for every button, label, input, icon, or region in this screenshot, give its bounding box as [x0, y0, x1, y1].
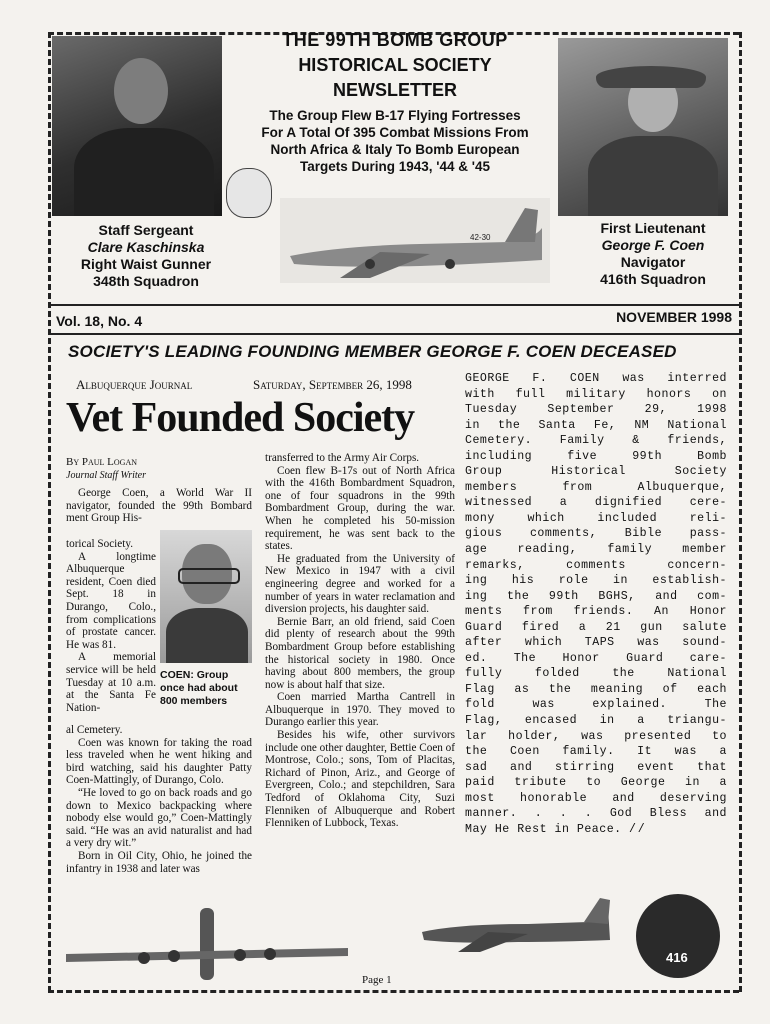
- article-paragraph: transferred to the Army Air Corps.: [265, 452, 420, 464]
- typed-line: ing the 99th BGHS, and com-: [465, 589, 727, 603]
- typed-line: paid tribute to George in a: [465, 776, 727, 790]
- portrait-head: [114, 58, 168, 124]
- fuselage: [200, 908, 214, 980]
- article-paragraph: George Coen, a World War II navigator, founded the 99th Bombard ment Group His-: [66, 487, 252, 525]
- typed-line: Flag as the meaning of each: [465, 682, 727, 696]
- article-col1-top: [66, 487, 252, 525]
- typed-line: Group Historical Society: [465, 465, 727, 479]
- article-paragraph: Coen flew B-17s out of North Africa with the 416th Bombardment Squadron, one of four squadrons in the 99th Bombardment Group, during the war. When he completed his 50-mission requirement, he was sent back to the states.: [265, 464, 455, 553]
- tagline-line: Targets During 1943, '44 & '45: [300, 159, 490, 174]
- article-paragraph: torical Society.: [66, 538, 133, 550]
- header-rule: [48, 304, 739, 306]
- tagline-line: North Africa & Italy To Bomb European: [270, 142, 520, 157]
- tail-fin: [584, 898, 610, 924]
- clipping-byline: By Paul Logan: [66, 456, 138, 468]
- article-col2: [265, 452, 455, 830]
- typed-line: witnessed a dignified cere-: [465, 496, 727, 510]
- caption-name: George F. Coen: [601, 237, 705, 253]
- headshot-suit: [166, 608, 248, 663]
- article-paragraph: Bernie Barr, an old friend, said Coen did plenty of research about the 99th Bombardment Group before establishing the historical society in 1980. Once having about 800 members, the group now is about half that size.: [265, 615, 455, 691]
- typed-line: with full military honors on: [465, 387, 727, 401]
- kaschinska-photo: [52, 36, 222, 216]
- typed-line: the Coen family. It was a: [465, 745, 727, 759]
- clipping-byrole: Journal Staff Writer: [66, 470, 146, 481]
- typed-line: fully folded the National: [465, 667, 727, 681]
- b17-side-illustration: [418, 896, 618, 956]
- typed-line: including five 99th Bomb: [465, 449, 727, 463]
- glasses-icon: [178, 568, 240, 584]
- article-paragraph: al Cemetery.: [66, 724, 123, 736]
- coen-uniform-photo: [558, 38, 728, 216]
- article-col1-bottom: [66, 724, 252, 875]
- squadron-patch-icon: [636, 894, 720, 978]
- caption-rank: First Lieutenant: [600, 220, 706, 236]
- plane-marking: 42-30: [470, 233, 491, 242]
- typed-line: in the Santa Fe, NM National: [465, 418, 727, 432]
- engine: [168, 950, 180, 962]
- volume-number: Vol. 18, No. 4: [56, 313, 143, 329]
- officer-cap: [596, 66, 706, 88]
- article-paragraph: A memorial service will be held Tuesday at 10 a.m. at the Santa Fe Nation-: [66, 651, 156, 714]
- typed-line: Cemetery. Family & friends,: [465, 434, 727, 448]
- caption-unit: 416th Squadron: [600, 271, 706, 287]
- article-paragraph: A longtime Albuquerque resident, Coen died Sept. 18 in Durango, Colo., from complications of prostate cancer. He was 81.: [66, 550, 156, 651]
- typed-line: mony which included reli-: [465, 511, 727, 525]
- caption-role: Right Waist Gunner: [80, 256, 212, 272]
- typed-line: after which TAPS was sound-: [465, 636, 727, 650]
- headshot-caption: COEN: Group once had about 800 members: [160, 669, 238, 707]
- typed-line: manner. . . . God Bless and: [465, 807, 727, 821]
- typed-line: ed. The Honor Guard care-: [465, 651, 727, 665]
- typed-line: Guard fired a 21 gun salute: [465, 620, 727, 634]
- typed-line: May He Rest in Peace. / /: [465, 822, 647, 836]
- page-number: Page 1: [362, 974, 392, 986]
- typed-line: lar holder, was presented to: [465, 729, 727, 743]
- masthead-tagline: [230, 107, 560, 175]
- article-paragraph: He graduated from the University of New Mexico in 1947 with a civil engineering degree and worked for a number of years in water reclamation and diversion projects, his daughter said.: [265, 552, 455, 616]
- caption-role: Navigator: [620, 254, 686, 270]
- masthead-line2: HISTORICAL SOCIETY: [298, 55, 492, 75]
- typed-line: GEORGE F. COEN was interred: [465, 372, 727, 385]
- bottom-border: [48, 990, 739, 993]
- engine: [138, 952, 150, 964]
- portrait-jacket: [74, 128, 214, 216]
- article-paragraph: Besides his wife, other survivors include one other daughter, Bettie Coen of Montrose, Colo.; sons, Tom of Placitas, Richard of Pinon, Ariz., and George of Evergreen, Colo.; and stepchildren, Sara Tedford of Oklahoma City, Suzi Flenniken of Albuquerque and Robert Flenniken of Lubbock, Texas.: [265, 729, 455, 830]
- typed-line: age reading, family member: [465, 543, 727, 557]
- issue-rule: [48, 333, 739, 335]
- masthead-line3: NEWSLETTER: [333, 80, 457, 100]
- portrait-uniform: [588, 136, 718, 216]
- article-paragraph: Born in Oil City, Ohio, he joined the infantry in 1938 and later was: [66, 849, 252, 875]
- engine: [264, 948, 276, 960]
- typed-line: sad and stirring event that: [465, 760, 727, 774]
- right-caption: [578, 220, 728, 288]
- b17-front-illustration: [62, 904, 352, 984]
- caption-name: Clare Kaschinska: [87, 239, 205, 255]
- engine: [234, 949, 246, 961]
- typed-line: ments from friends. An Honor: [465, 605, 727, 619]
- masthead-line1: THE 99TH BOMB GROUP: [282, 30, 508, 50]
- tagline-line: For A Total Of 395 Combat Missions From: [261, 125, 529, 140]
- clipping-dateline: Saturday, September 26, 1998: [253, 377, 412, 392]
- group-emblem-icon: [226, 168, 272, 218]
- clipping-source: Albuquerque Journal: [76, 377, 193, 392]
- caption-rank: Staff Sergeant: [98, 222, 194, 238]
- typed-line: Tuesday September 29, 1998: [465, 403, 727, 417]
- issue-date: NOVEMBER 1998: [616, 309, 732, 325]
- landing-gear: [445, 259, 455, 269]
- typed-line: fold was explained. The: [465, 698, 727, 712]
- typed-line: ing his role in establish-: [465, 574, 727, 588]
- typed-line: most honorable and deserving: [465, 791, 727, 805]
- coen-headshot: [160, 530, 252, 663]
- typed-line: gious comments, Bible pass-: [465, 527, 727, 541]
- article-paragraph: “He loved to go on back roads and go down to Mexico backpacking where nobody else would go,” Coen-Mattingly said. “He was an avid naturalist and had a very dry wit.”: [66, 786, 252, 850]
- tagline-line: The Group Flew B-17 Flying Fortresses: [269, 108, 521, 123]
- typewritten-column: [465, 371, 727, 837]
- article-paragraph: Coen married Martha Cantrell in Albuquerque in 1970. They moved to Durango earlier this year.: [265, 691, 455, 729]
- caption-unit: 348th Squadron: [93, 273, 199, 289]
- left-caption: [56, 222, 236, 290]
- article-col1-narrow: [66, 538, 156, 714]
- section-headline: SOCIETY'S LEADING FOUNDING MEMBER GEORGE F. COEN DECEASED: [68, 342, 677, 361]
- typed-line: members from Albuquerque,: [465, 480, 727, 494]
- b17-header-illustration: [280, 198, 550, 283]
- landing-gear: [365, 259, 375, 269]
- masthead: [230, 30, 560, 175]
- patch-number: 416: [666, 950, 688, 965]
- typed-line: remarks, comments concern-: [465, 558, 727, 572]
- article-paragraph: Coen was known for taking the road less traveled when he went hiking and bird watching, said his daughter Patty Coen-Mattingly, of Durango, Colo.: [66, 736, 252, 787]
- typed-line: Flag, encased in a triangu-: [465, 714, 727, 728]
- clipping-title: Vet Founded Society: [66, 395, 415, 441]
